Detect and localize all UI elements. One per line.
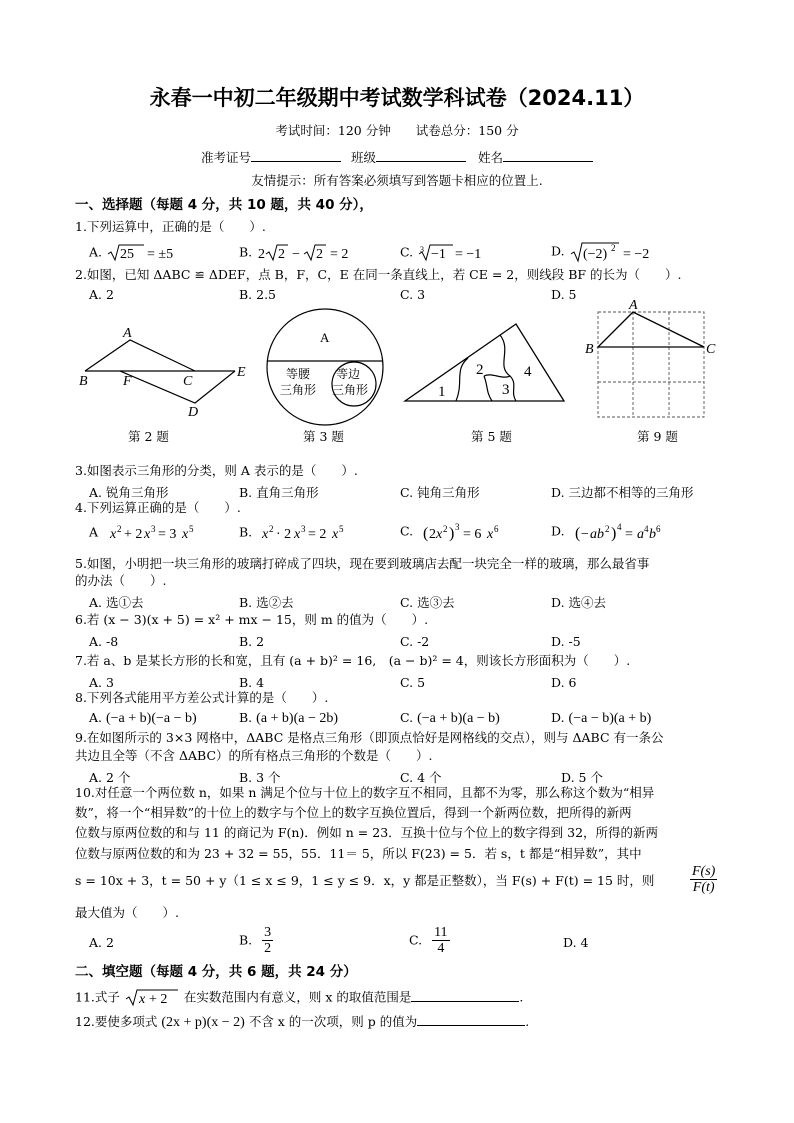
q3-stem: 3.如图表示三角形的分类，则 A 表示的是（ ）. <box>75 463 358 478</box>
figure-9 <box>582 296 722 424</box>
q4-d-formula <box>569 521 679 543</box>
svg-text:a: a <box>636 527 644 542</box>
q7-option-a: A. 3 <box>89 675 114 690</box>
q11-answer-blank[interactable] <box>411 989 519 1002</box>
q3-option-c: C. 钝角三角形 <box>400 485 480 500</box>
q7-stem: 7.若 a、b 是某长方形的长和宽，且有 (a + b)² = 16, (a − b)² = 4，则该长方形面积为（ ）. <box>75 653 631 668</box>
q10-line3: 位数与原两位数的和与 11 的商记为 F(n)．例如 n = 23．互换十位与个位上的数字得到 32，所得的新两 <box>75 825 659 840</box>
svg-text:x: x <box>144 527 151 542</box>
svg-text:25: 25 <box>120 247 134 262</box>
svg-text:2: 2 <box>429 527 437 542</box>
q6-option-a: A. -8 <box>89 634 119 649</box>
svg-text:= 6: = 6 <box>463 527 482 542</box>
q10-option-a: A. 2 <box>89 935 114 950</box>
q7-option-d: D. 6 <box>551 675 577 690</box>
q1-a-formula <box>106 243 178 263</box>
fig2-label-a: A <box>123 326 132 341</box>
svg-text:(: ( <box>574 525 580 542</box>
q9-option-a: A. 2 个 <box>89 770 131 785</box>
svg-text:5: 5 <box>189 524 194 534</box>
q4-a-formula <box>102 523 212 543</box>
svg-text:2: 2 <box>117 524 122 534</box>
q10-ratio: $\frac{F(s)}{F(t)}$ <box>692 864 716 896</box>
svg-text:(−2): (−2) <box>582 247 607 262</box>
fig3-caption: 第 3 题 <box>303 429 344 444</box>
q1-option-c: C. 3 −1 = −1 <box>400 243 497 263</box>
svg-text:6: 6 <box>655 524 661 534</box>
fig2-label-d: D <box>188 405 199 420</box>
svg-text:5: 5 <box>339 524 344 534</box>
fig9-caption: 第 9 题 <box>637 429 678 444</box>
svg-text:x: x <box>138 992 146 1007</box>
exam-info: 考试时间：120 分钟 试卷总分：150 分 <box>275 123 519 138</box>
fig2-label-c: C <box>183 374 193 389</box>
q6-stem: 6.若 (x − 3)(x + 5) = x² + mx − 15，则 m 的值为（ ）. <box>75 612 429 627</box>
figure-5 <box>400 320 570 406</box>
svg-text:): ) <box>449 525 455 542</box>
q2-option-b: B. 2.5 <box>239 287 277 302</box>
svg-text:6: 6 <box>494 524 499 534</box>
svg-text:3: 3 <box>301 524 306 534</box>
svg-text:−: − <box>580 527 589 542</box>
svg-text:3: 3 <box>455 522 460 532</box>
q6-option-c: C. -2 <box>400 634 430 649</box>
q10-option-b: B. $\frac{3}{2}$ <box>239 925 272 957</box>
fig5-label-3: 3 <box>502 382 510 398</box>
q4-option-b: B. x 2 · 2 x 3 = 2 x 5 <box>239 523 366 543</box>
fig9-label-a: A <box>629 298 638 313</box>
svg-text:2: 2 <box>610 243 616 253</box>
svg-text:= 2: = 2 <box>330 247 349 262</box>
fig3-label-right1: 等边 <box>336 367 361 381</box>
fig2-label-b: B <box>79 374 88 389</box>
q10-line5: s = 10x + 3，t = 50 + y（1 ≤ x ≤ 9，1 ≤ y ≤ 9．x，y 都是正整数），当 F(s) + F(t) = 15 时，则 <box>75 873 655 888</box>
class-field[interactable] <box>376 149 466 162</box>
q9-stem-line2: 共边且全等（不含 ΔABC）的所有格点三角形的个数是（ ）. <box>75 748 433 763</box>
q8-option-d: D. (−a − b)(a + b) <box>551 710 652 726</box>
q1-option-a: A. 25 = ±5 <box>89 243 178 263</box>
svg-text:2: 2 <box>269 524 274 534</box>
svg-text:=: = <box>624 527 633 542</box>
svg-text:): ) <box>610 525 616 542</box>
svg-text:−: − <box>292 247 301 262</box>
svg-text:= 3: = 3 <box>158 527 177 542</box>
svg-text:−1: −1 <box>431 247 446 262</box>
fig2-caption: 第 2 题 <box>128 429 169 444</box>
svg-text:x: x <box>436 527 443 542</box>
q10-option-d: D. 4 <box>563 935 589 950</box>
svg-text:x: x <box>182 527 189 542</box>
section-1-heading: 一、选择题（每题 4 分，共 10 题，共 40 分）， <box>75 197 373 213</box>
q3-option-d: D. 三边都不相等的三角形 <box>551 485 694 500</box>
q7-option-c: C. 5 <box>400 675 426 690</box>
q8-option-a: A. (−a + b)(−a − b) <box>89 710 197 726</box>
q12-expression: (2x + p)(x − 2) <box>161 1015 245 1030</box>
q9-option-c: C. 4 个 <box>400 770 442 785</box>
candidate-no-label: 准考证号 <box>201 150 252 165</box>
q10-line4: 位数与原两位数的和为 23 + 32 = 55，55．11＝ 5，所以 F(23) = 5．若 s，t 都是“相异数”，其中 <box>75 846 642 861</box>
q5-stem-line2: 的办法（ ）. <box>75 573 167 588</box>
q1-b-formula <box>256 243 368 263</box>
svg-text:ab: ab <box>589 527 604 542</box>
fig5-label-4: 4 <box>524 364 532 380</box>
svg-text:= 2: = 2 <box>308 527 327 542</box>
fig5-caption: 第 5 题 <box>471 429 512 444</box>
q1-c-formula <box>417 243 497 263</box>
svg-text:x: x <box>294 527 301 542</box>
q9-stem-line1: 9.在如图所示的 3×3 网格中，ΔABC 是格点三角形（即顶点恰好是网格线的交点），则与 ΔABC 有一条公 <box>75 730 664 745</box>
q3-option-b: B. 直角三角形 <box>239 485 319 500</box>
svg-text:+ 2: + 2 <box>124 527 143 542</box>
name-label: 姓名 <box>478 150 504 165</box>
q2-option-d: D. 5 <box>551 287 577 302</box>
candidate-no-field[interactable] <box>251 149 341 162</box>
svg-text:= −1: = −1 <box>455 247 482 262</box>
fig5-label-2: 2 <box>476 362 484 378</box>
fig3-label-right2: 三角形 <box>332 383 369 397</box>
q6-option-b: B. 2 <box>239 634 265 649</box>
fig5-label-1: 1 <box>438 384 446 400</box>
q2-option-c: C. 3 <box>400 287 426 302</box>
svg-text:4: 4 <box>616 522 622 532</box>
fig3-label-a: A <box>320 330 330 345</box>
fig9-label-b: B <box>585 342 594 357</box>
q5-option-b: B. 选②去 <box>239 595 294 610</box>
q4-b-formula <box>256 523 366 543</box>
q12-answer-blank[interactable] <box>417 1013 525 1026</box>
q10-option-c: C. $\frac{11}{4}$ <box>409 925 448 957</box>
figure-2 <box>75 318 255 423</box>
q4-option-a: A x 2 + 2 x 3 = 3 x 5 <box>89 523 212 543</box>
fig3-label-left1: 等腰 <box>286 367 311 381</box>
q12: 12.要使多项式 (2x + p)(x − 2) 不含 x 的一次项，则 p 的值为 . <box>75 1014 530 1030</box>
fig2-label-e: E <box>237 365 246 380</box>
svg-text:x: x <box>262 527 269 542</box>
q9-option-b: B. 3 个 <box>239 770 281 785</box>
svg-text:2: 2 <box>443 524 448 534</box>
candidate-info-row <box>201 149 593 165</box>
svg-text:= −2: = −2 <box>622 247 649 262</box>
svg-text:b: b <box>648 527 656 542</box>
q2-option-a: A. 2 <box>89 287 114 302</box>
q10-line1: 10.对任意一个两位数 n，如果 n 满足个位与十位上的数字互不相同，且都不为零，那么称这个数为“相异 <box>75 785 655 800</box>
page-title: 永春一中初二年级期中考试数学科试卷（2024.11） <box>149 86 645 110</box>
q11-sqrt-expression <box>124 988 180 1008</box>
q6-option-d: D. -5 <box>551 634 581 649</box>
svg-text:2: 2 <box>278 247 286 262</box>
q10-line2: 数”，将一个“相异数”的十位上的数字与个位上的数字互换位置后，得到一个新两位数，把所得的新两 <box>75 805 632 820</box>
q9-option-d: D. 5 个 <box>561 770 603 785</box>
fig9-label-c: C <box>706 342 716 357</box>
q2-stem: 2.如图，已知 ΔABC ≌ ΔDEF，点 B，F，C，E 在同一条直线上，若 CE = 2，则线段 BF 的长为（ ）. <box>75 267 682 282</box>
class-label: 班级 <box>351 150 377 165</box>
fig2-label-f: F <box>123 374 132 389</box>
svg-text:3: 3 <box>151 524 156 534</box>
fig3-label-left2: 三角形 <box>280 383 317 397</box>
q1-d-formula <box>569 241 665 263</box>
q11: 11.式子 x + 2 在实数范围内有意义，则 x 的取值范围是 . <box>75 989 524 1007</box>
tip: 友情提示：所有答案必须填写到答题卡相应的位置上. <box>251 173 543 188</box>
svg-text:x: x <box>487 527 494 542</box>
svg-text:3: 3 <box>420 245 425 254</box>
q8-stem: 8.下列各式能用平方差公式计算的是（ ）. <box>75 690 329 705</box>
section-2-heading: 二、填空题（每题 4 分，共 6 题，共 24 分） <box>75 964 357 980</box>
q3-option-a: A. 锐角三角形 <box>89 485 169 500</box>
q8-option-b: B. (a + b)(a − 2b) <box>239 710 339 726</box>
q8-option-c: C. (−a + b)(a − b) <box>400 710 500 726</box>
figure-3 <box>262 306 390 428</box>
svg-text:2: 2 <box>604 524 610 534</box>
svg-text:4: 4 <box>643 524 649 534</box>
svg-text:2: 2 <box>258 247 266 262</box>
q7-option-b: B. 4 <box>239 675 265 690</box>
q5-option-d: D. 选④去 <box>551 595 607 610</box>
svg-text:+ 2: + 2 <box>148 992 168 1007</box>
q1-option-d: D. (−2) 2 = −2 <box>551 241 665 263</box>
svg-text:· 2: · 2 <box>276 527 292 542</box>
q4-stem: 4.下列运算正确的是（ ）. <box>75 500 241 515</box>
q1-stem: 1.下列运算中，正确的是（ ）. <box>75 219 266 234</box>
svg-text:x: x <box>110 527 117 542</box>
q4-option-d: D. ( − ab 2 ) 4 = a 4 b 6 <box>551 521 679 543</box>
q5-stem-line1: 5.如图，小明把一块三角形的玻璃打碎成了四块，现在要到玻璃店去配一块完全一样的玻璃，那么最省事 <box>75 556 650 571</box>
name-field[interactable] <box>503 149 593 162</box>
svg-text:2: 2 <box>316 247 324 262</box>
q5-option-a: A. 选①去 <box>89 595 144 610</box>
svg-text:= ±5: = ±5 <box>147 247 174 262</box>
q1-option-b: B. 2 2 − 2 = 2 <box>239 243 368 263</box>
q4-option-c: C. ( 2 x 2 ) 3 = 6 x 6 <box>400 521 517 543</box>
q4-c-formula <box>417 521 517 543</box>
svg-text:x: x <box>332 527 339 542</box>
svg-text:(: ( <box>423 525 429 542</box>
q10-line6: 最大值为（ ）. <box>75 905 179 920</box>
q5-option-c: C. 选③去 <box>400 595 455 610</box>
